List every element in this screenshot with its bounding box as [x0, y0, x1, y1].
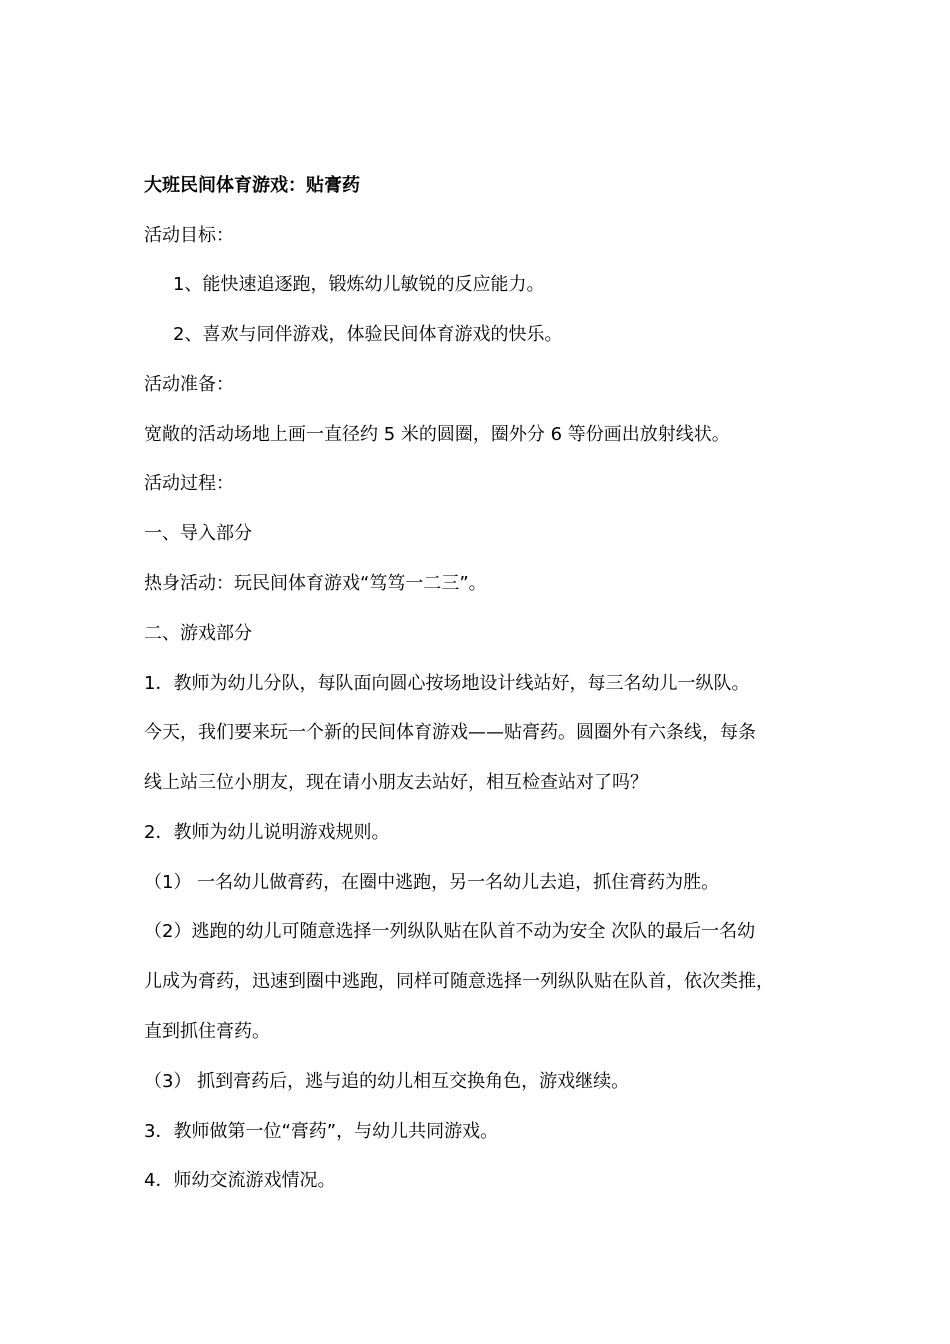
warmup-text: 热身活动：玩民间体育游戏“笃笃一二三”。: [144, 573, 487, 594]
section-heading-goals: 活动目标：: [144, 225, 234, 246]
section-heading-process: 活动过程：: [144, 473, 234, 494]
paragraph-line: 今天，我们要来玩一个新的民间体育游戏——贴膏药。圆圈外有六条线，每条: [144, 722, 756, 743]
rule-2-line: （2）逃跑的幼儿可随意选择一列纵队贴在队首不动为安全 次队的最后一名幼: [144, 921, 756, 942]
subsection-game: 二、游戏部分: [144, 623, 252, 644]
document-title: 大班民间体育游戏：贴膏药: [144, 175, 360, 196]
step-2: 2．教师为幼儿说明游戏规则。: [144, 822, 390, 843]
goal-item-1: 1、能快速追逐跑，锻炼幼儿敏锐的反应能力。: [173, 274, 545, 295]
step-1: 1．教师为幼儿分队，每队面向圆心按场地设计线站好，每三名幼儿一纵队。: [144, 673, 750, 694]
step-3: 3．教师做第一位“膏药”，与幼儿共同游戏。: [144, 1121, 499, 1142]
step-4: 4．师幼交流游戏情况。: [144, 1170, 336, 1191]
preparation-text: 宽敞的活动场地上画一直径约 5 米的圆圈，圈外分 6 等份画出放射线状。: [144, 424, 730, 445]
rule-2-line: 儿成为膏药，迅速到圈中逃跑，同样可随意选择一列纵队贴在队首，依次类推，: [144, 971, 774, 992]
section-heading-preparation: 活动准备：: [144, 374, 234, 395]
rule-1: （1） 一名幼儿做膏药，在圈中逃跑，另一名幼儿去追，抓住膏药为胜。: [144, 872, 720, 893]
subsection-intro: 一、导入部分: [144, 523, 252, 544]
paragraph-line: 线上站三位小朋友，现在请小朋友去站好，相互检查站对了吗？: [144, 772, 648, 793]
goal-item-2: 2、喜欢与同伴游戏，体验民间体育游戏的快乐。: [173, 324, 563, 345]
rule-2-line: 直到抓住膏药。: [144, 1021, 270, 1042]
rule-3: （3） 抓到膏药后，逃与追的幼儿相互交换角色，游戏继续。: [144, 1071, 630, 1092]
